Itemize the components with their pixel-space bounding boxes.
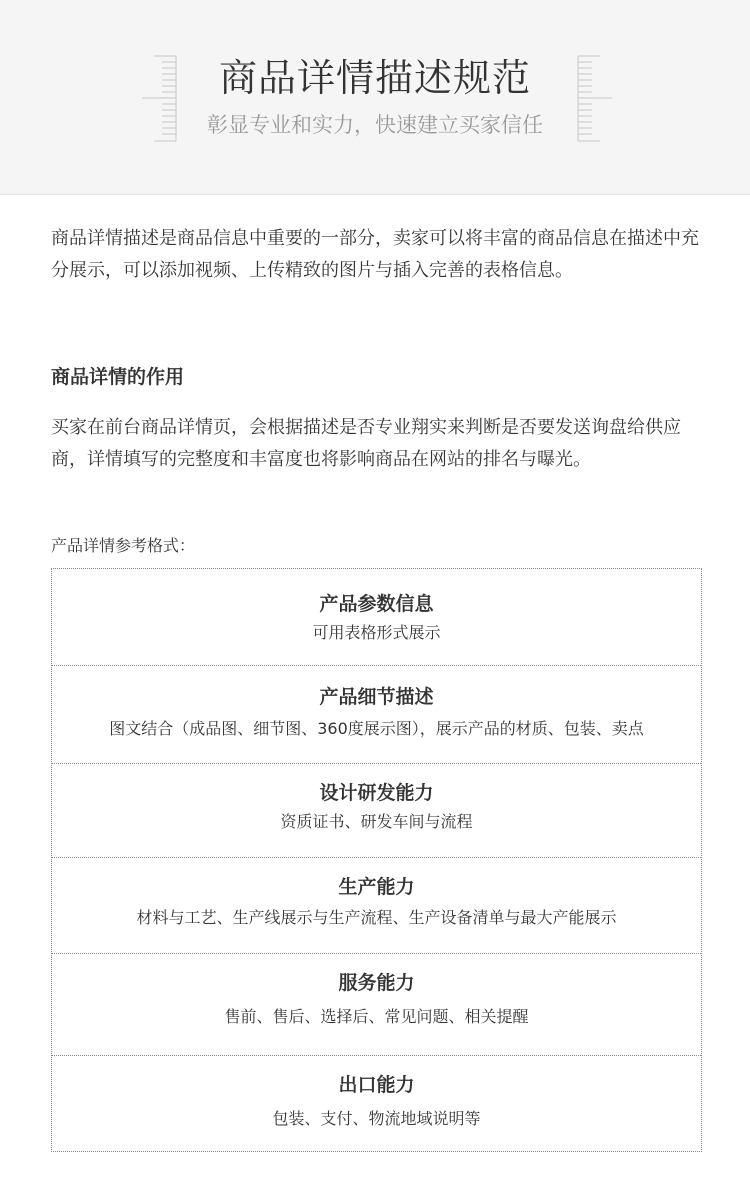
format-row-title: 生产能力 [338, 876, 415, 898]
format-row-desc: 售前、售后、选择后、常见问题、相关提醒 [224, 1007, 529, 1026]
header-banner [0, 0, 750, 195]
format-row [52, 1056, 701, 1150]
section-heading: 商品详情的作用 [51, 366, 185, 388]
format-row [52, 858, 701, 954]
format-row [52, 954, 701, 1056]
section-paragraph: 买家在前台商品详情页，会根据描述是否专业翔实来判断是否要发送询盘给供应商，详情填写的完整度和丰富度也将影响商品在网站的排名与曝光。 [51, 417, 681, 470]
format-row-title: 产品细节描述 [319, 686, 434, 708]
format-row-desc: 图文结合（成品图、细节图、360度展示图），展示产品的材质、包装、卖点 [109, 719, 644, 738]
format-row-desc: 包装、支付、物流地域说明等 [272, 1109, 481, 1128]
format-row [52, 666, 701, 764]
format-row-desc: 材料与工艺、生产线展示与生产流程、生产设备清单与最大产能展示 [136, 908, 617, 927]
page-subtitle: 彰显专业和实力，快速建立买家信任 [207, 113, 543, 137]
page-title: 商品详情描述规范 [218, 56, 531, 100]
format-row [52, 569, 701, 666]
format-row-title: 出口能力 [338, 1074, 415, 1096]
format-row-desc: 可用表格形式展示 [312, 623, 441, 642]
format-row-title: 服务能力 [338, 972, 415, 994]
format-row-title: 设计研发能力 [319, 782, 434, 804]
intro-paragraph: 商品详情描述是商品信息中重要的一部分，卖家可以将丰富的商品信息在描述中充分展示，可以添加视频、上传精致的图片与插入完善的表格信息。 [51, 228, 699, 281]
reference-format-table [51, 568, 702, 1152]
reference-caption: 产品详情参考格式： [51, 536, 196, 555]
format-row-title: 产品参数信息 [319, 593, 434, 615]
format-row-desc: 资质证书、研发车间与流程 [280, 812, 473, 831]
format-row [52, 764, 701, 858]
